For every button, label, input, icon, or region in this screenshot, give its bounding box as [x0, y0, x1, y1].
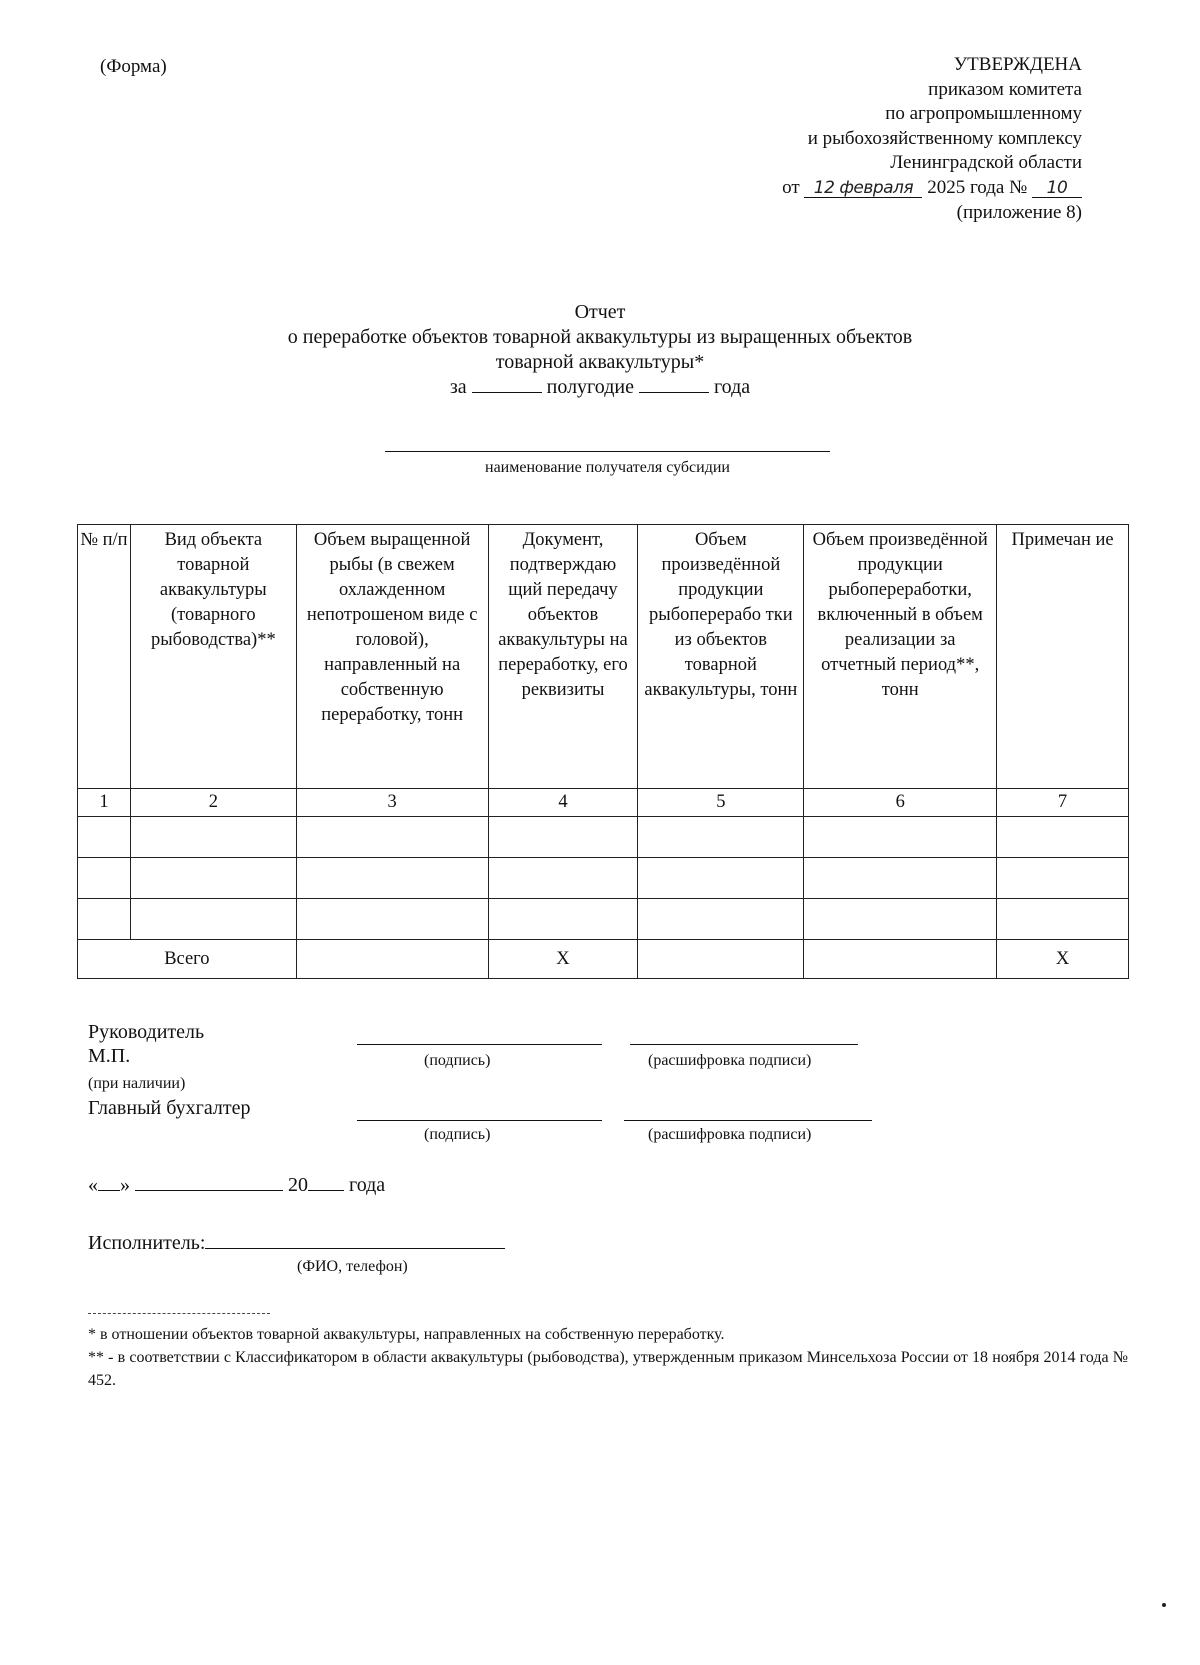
- approval-date-line: [782, 176, 1082, 201]
- column-number: 2: [130, 789, 296, 817]
- accountant-label: Главный бухгалтер: [88, 1097, 251, 1119]
- close-quote: »: [120, 1174, 130, 1196]
- signature-caption: (подпись): [424, 1052, 491, 1069]
- stamp-note: (при наличии): [88, 1075, 186, 1092]
- table-cell[interactable]: [638, 899, 804, 940]
- decoding-caption: (расшифровка подписи): [648, 1052, 812, 1069]
- table-cell[interactable]: [130, 899, 296, 940]
- table-cell[interactable]: [296, 817, 488, 858]
- total-x-mark: Х: [488, 940, 638, 979]
- table-cell[interactable]: [804, 817, 997, 858]
- total-label: Всего: [78, 940, 297, 979]
- title-line-2: о переработке объектов товарной аквакультуры из выращенных объектов: [287, 326, 913, 348]
- executor-caption: (ФИО, телефон): [297, 1258, 408, 1275]
- scan-dot: [1162, 1603, 1166, 1607]
- head-decoding-line[interactable]: [630, 1044, 858, 1045]
- total-cell[interactable]: [804, 940, 997, 979]
- header-cell: Примечан ие: [997, 525, 1129, 789]
- column-number: 1: [78, 789, 131, 817]
- table-cell[interactable]: [296, 899, 488, 940]
- table-cell[interactable]: [130, 858, 296, 899]
- footnote-separator: [88, 1313, 270, 1314]
- header-row: [78, 525, 1129, 789]
- table-cell[interactable]: [638, 858, 804, 899]
- footnote-1: * в отношении объектов товарной аквакультуры, направленных на собственную переработку.: [88, 1326, 725, 1343]
- table-row: [78, 858, 1129, 899]
- table-cell[interactable]: [638, 817, 804, 858]
- approval-title: УТВЕРЖДЕНА: [953, 54, 1082, 75]
- form-label: (Форма): [100, 56, 167, 77]
- month-blank[interactable]: [135, 1190, 283, 1191]
- column-number: 6: [804, 789, 997, 817]
- open-quote: «: [88, 1174, 98, 1196]
- table-cell[interactable]: [78, 817, 131, 858]
- header-cell: Объем выращенной рыбы (в свежем охлажденном непотрошеном виде с головой), направленный на собственную переработку, тонн: [296, 525, 488, 789]
- handwritten-number: 10: [1032, 179, 1082, 198]
- column-number-row: [78, 789, 1129, 817]
- column-number: 7: [997, 789, 1129, 817]
- title-line-3: товарной аквакультуры*: [495, 351, 705, 373]
- header-cell: Вид объекта товарной аквакультуры (товарного рыбоводства)**: [130, 525, 296, 789]
- executor-field[interactable]: [205, 1248, 505, 1249]
- column-number: 3: [296, 789, 488, 817]
- accountant-decoding-line[interactable]: [624, 1120, 872, 1121]
- century-text: 20: [288, 1174, 308, 1196]
- recipient-field[interactable]: [385, 451, 830, 452]
- footnote-2: ** - в соответствии с Классификатором в области аквакультуры (рыбоводства), утвержденным приказом Минсельхоза России от 18 ноября 2014 года № 452.: [88, 1349, 1128, 1389]
- date-suffix: года: [349, 1174, 386, 1196]
- table-cell[interactable]: [78, 858, 131, 899]
- executor-label: Исполнитель:: [88, 1232, 206, 1254]
- approval-line: по агропромышленному: [885, 103, 1082, 125]
- recipient-caption: наименование получателя субсидии: [485, 459, 730, 476]
- title-line-1: Отчет: [574, 301, 626, 323]
- period-line: [0, 375, 1200, 400]
- table-cell[interactable]: [997, 899, 1129, 940]
- column-number: 5: [638, 789, 804, 817]
- date-prefix: от: [782, 176, 800, 198]
- header-cell: Объем произведённой продукции рыбоперерабо тки из объектов товарной аквакультуры, тонн: [638, 525, 804, 789]
- total-x-mark: Х: [997, 940, 1129, 979]
- period-prefix: за: [449, 376, 467, 398]
- year-blank[interactable]: [308, 1190, 344, 1191]
- head-signature-line[interactable]: [357, 1044, 602, 1045]
- table-cell[interactable]: [997, 817, 1129, 858]
- executor-line: [88, 1232, 505, 1255]
- table-row: [78, 899, 1129, 940]
- header-cell: Документ, подтверждаю щий передачу объектов аквакультуры на переработку, его реквизиты: [488, 525, 638, 789]
- head-label: Руководитель: [88, 1021, 205, 1043]
- approval-block: [782, 53, 1082, 225]
- half-year-blank[interactable]: [472, 376, 542, 393]
- approval-line: Ленинградской области: [890, 152, 1082, 174]
- report-date-line: [88, 1174, 385, 1197]
- report-title: [0, 300, 1200, 400]
- header-cell: Объем произведённой продукции рыбопереработки, включенный в объем реализации за отчетный период**, тонн: [804, 525, 997, 789]
- header-cell: № п/п: [78, 525, 131, 789]
- table-cell[interactable]: [130, 817, 296, 858]
- period-middle: полугодие: [546, 376, 634, 398]
- period-suffix: года: [713, 376, 751, 398]
- table-cell[interactable]: [488, 817, 638, 858]
- appendix-label: (приложение 8): [956, 201, 1082, 223]
- accountant-signature-line[interactable]: [357, 1120, 602, 1121]
- day-blank[interactable]: [98, 1190, 120, 1191]
- table-cell[interactable]: [804, 858, 997, 899]
- table-cell[interactable]: [78, 899, 131, 940]
- table-cell[interactable]: [488, 858, 638, 899]
- approval-line: и рыбохозяйственному комплексу: [807, 127, 1082, 149]
- approval-line: приказом комитета: [928, 78, 1082, 100]
- table-row: [78, 817, 1129, 858]
- total-cell[interactable]: [296, 940, 488, 979]
- total-cell[interactable]: [638, 940, 804, 979]
- column-number: 4: [488, 789, 638, 817]
- report-table: [77, 524, 1129, 979]
- handwritten-date: 12 февраля: [804, 179, 922, 198]
- stamp-label: М.П.: [88, 1045, 131, 1067]
- table-cell[interactable]: [488, 899, 638, 940]
- decoding-caption: (расшифровка подписи): [648, 1126, 812, 1143]
- table-cell[interactable]: [804, 899, 997, 940]
- total-row: [78, 940, 1129, 979]
- year-text: 2025 года №: [927, 176, 1028, 198]
- table-cell[interactable]: [997, 858, 1129, 899]
- signature-caption: (подпись): [424, 1126, 491, 1143]
- table-cell[interactable]: [296, 858, 488, 899]
- year-blank[interactable]: [639, 376, 709, 393]
